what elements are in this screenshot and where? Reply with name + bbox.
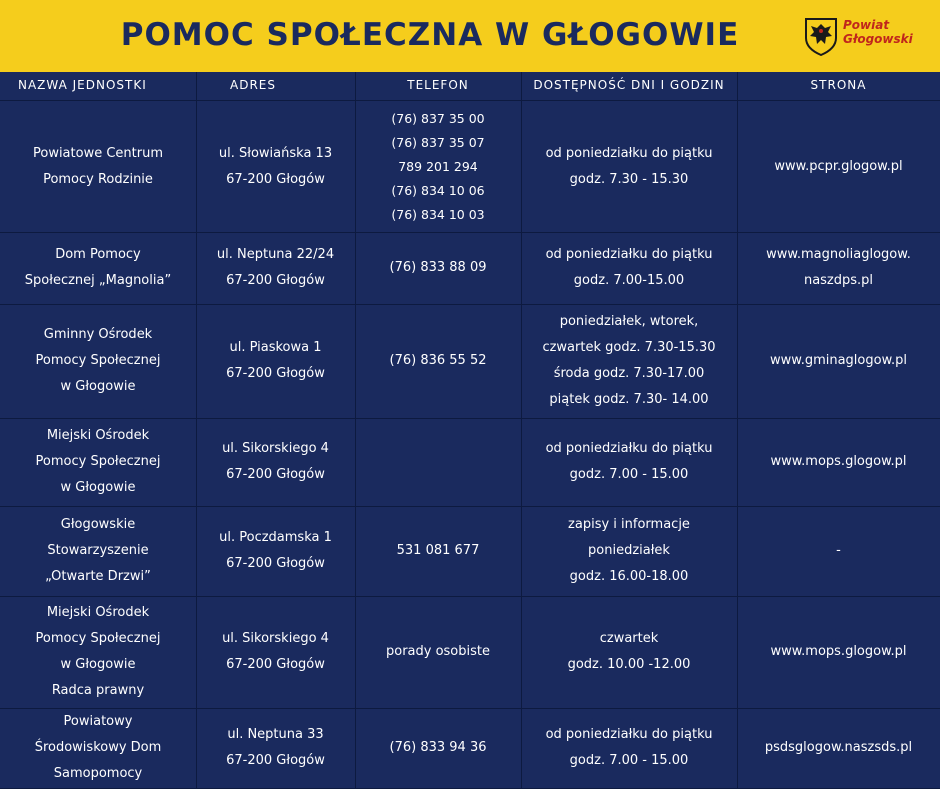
- cell-hours: [521, 101, 737, 232]
- cell-address-line: 67-200 Głogów: [226, 273, 325, 288]
- cell-website[interactable]: [737, 708, 940, 788]
- cell-address-line: ul. Poczdamska 1: [219, 530, 332, 545]
- cell-address-line: ul. Neptuna 33: [227, 727, 324, 742]
- cell-hours-line: środa godz. 7.30-17.00: [553, 366, 705, 381]
- website-link-line[interactable]: www.gminaglogow.pl: [769, 353, 908, 368]
- column-divider: [521, 72, 522, 788]
- cell-hours-line: od poniedziałku do piątku: [545, 247, 713, 262]
- website-link-line[interactable]: -: [836, 543, 841, 558]
- website-link-line[interactable]: naszdps.pl: [803, 273, 874, 288]
- cell-hours: [521, 596, 737, 708]
- cell-website[interactable]: [737, 101, 940, 232]
- cell-hours: [521, 304, 737, 418]
- cell-address-line: 67-200 Głogów: [226, 467, 325, 482]
- cell-hours-line: zapisy i informacje: [568, 517, 690, 532]
- column-header-name: NAZWA JEDNOSTKI: [18, 78, 147, 92]
- website-link-line[interactable]: www.pcpr.glogow.pl: [774, 158, 903, 174]
- services-table: [0, 72, 940, 788]
- website-link-line[interactable]: psdsglogow.naszsds.pl: [764, 740, 913, 755]
- cell-name: [0, 596, 196, 708]
- column-divider: [737, 72, 738, 788]
- cell-address-line: 67-200 Głogów: [226, 556, 325, 571]
- cell-website[interactable]: [737, 418, 940, 506]
- cell-phone: [355, 708, 521, 788]
- title-banner: [0, 0, 940, 72]
- cell-phone-line: 531 081 677: [396, 543, 480, 558]
- website-link-line[interactable]: www.magnoliaglogow.: [766, 247, 911, 262]
- cell-address-line: 67-200 Głogów: [226, 366, 325, 381]
- column-header-phone: TELEFON: [407, 78, 469, 92]
- cell-name-line: Środowiskowy Dom: [34, 740, 162, 755]
- column-divider: [355, 72, 356, 788]
- cell-name-line: Stowarzyszenie: [47, 543, 149, 558]
- table-row: [0, 101, 940, 233]
- cell-hours-line: poniedziałek, wtorek,: [559, 314, 699, 329]
- cell-phone: [355, 101, 521, 232]
- cell-hours-line: od poniedziałku do piątku: [545, 145, 713, 161]
- cell-phone-line: (76) 837 35 07: [391, 134, 485, 150]
- cell-hours-line: godz. 7.30 - 15.30: [569, 171, 689, 187]
- cell-phone-line: (76) 834 10 06: [391, 182, 485, 198]
- cell-website[interactable]: [737, 506, 940, 596]
- cell-name-line: Miejski Ośrodek: [46, 605, 150, 620]
- cell-name-line: Powiatowe Centrum: [32, 145, 163, 161]
- cell-website[interactable]: [737, 232, 940, 304]
- cell-name: [0, 708, 196, 788]
- cell-name: [0, 418, 196, 506]
- cell-name-line: Społecznej „Magnolia”: [24, 273, 172, 288]
- cell-hours-line: godz. 16.00-18.00: [569, 569, 689, 584]
- cell-name-line: w Głogowie: [60, 379, 136, 394]
- cell-name-line: „Otwarte Drzwi”: [45, 569, 151, 584]
- cell-hours-line: godz. 7.00 - 15.00: [569, 753, 689, 768]
- cell-phone-line: (76) 833 94 36: [389, 740, 487, 755]
- column-header-hours: DOSTĘPNOŚĆ DNI I GODZIN: [533, 78, 725, 92]
- cell-hours-line: godz. 7.00 - 15.00: [569, 467, 689, 482]
- website-link-line[interactable]: www.mops.glogow.pl: [770, 644, 907, 659]
- table-row: [0, 418, 940, 507]
- cell-name-line: Gminny Ośrodek: [43, 327, 153, 342]
- cell-phone-line: (76) 833 88 09: [389, 260, 487, 275]
- cell-name-line: Głogowskie: [60, 517, 136, 532]
- cell-hours: [521, 708, 737, 788]
- cell-name-line: Pomocy Społecznej: [35, 631, 161, 646]
- cell-name: [0, 506, 196, 596]
- cell-address-line: ul. Neptuna 22/24: [216, 247, 335, 262]
- powiat-logo: [803, 14, 933, 58]
- table-row: [0, 596, 940, 709]
- cell-hours-line: od poniedziałku do piątku: [545, 727, 713, 742]
- cell-name: [0, 232, 196, 304]
- column-divider: [196, 72, 197, 788]
- cell-address-line: 67-200 Głogów: [226, 657, 325, 672]
- eagle-shield-icon: [803, 16, 839, 56]
- cell-address-line: ul. Piaskowa 1: [229, 340, 322, 355]
- cell-phone: [355, 418, 521, 506]
- cell-phone: [355, 596, 521, 708]
- website-link-line[interactable]: www.mops.glogow.pl: [770, 454, 907, 469]
- cell-website[interactable]: [737, 596, 940, 708]
- cell-address: [196, 506, 355, 596]
- cell-phone-line: porady osobiste: [385, 644, 490, 659]
- cell-hours-line: od poniedziałku do piątku: [545, 441, 713, 456]
- cell-hours-line: czwartek godz. 7.30-15.30: [542, 340, 716, 355]
- cell-address: [196, 101, 355, 232]
- table-header: [0, 72, 940, 101]
- cell-address: [196, 708, 355, 788]
- cell-address: [196, 596, 355, 708]
- cell-hours-line: czwartek: [599, 631, 659, 646]
- cell-address: [196, 304, 355, 418]
- cell-hours-line: godz. 10.00 -12.00: [567, 657, 691, 672]
- cell-name: [0, 304, 196, 418]
- cell-phone: [355, 506, 521, 596]
- cell-hours: [521, 232, 737, 304]
- table-row: [0, 708, 940, 789]
- column-header-address: ADRES: [230, 78, 276, 92]
- cell-name-line: Dom Pomocy: [55, 247, 141, 262]
- cell-phone-line: (76) 836 55 52: [389, 353, 487, 368]
- cell-phone: [355, 232, 521, 304]
- cell-phone-line: (76) 837 35 00: [391, 110, 485, 126]
- cell-name-line: Samopomocy: [53, 766, 143, 781]
- table-row: [0, 232, 940, 305]
- cell-name-line: Pomocy Rodzinie: [43, 171, 153, 187]
- cell-website[interactable]: [737, 304, 940, 418]
- cell-address: [196, 418, 355, 506]
- cell-hours: [521, 418, 737, 506]
- cell-phone-line: (76) 834 10 03: [391, 206, 485, 222]
- cell-name-line: w Głogowie: [60, 657, 136, 672]
- cell-address-line: 67-200 Głogów: [226, 171, 325, 187]
- cell-address-line: ul. Sikorskiego 4: [222, 441, 329, 456]
- column-header-website: STRONA: [810, 78, 867, 92]
- cell-hours-line: godz. 7.00-15.00: [573, 273, 685, 288]
- cell-name-line: Radca prawny: [51, 683, 145, 698]
- cell-name-line: Pomocy Społecznej: [35, 454, 161, 469]
- cell-name-line: w Głogowie: [60, 480, 136, 495]
- cell-address-line: ul. Sikorskiego 4: [222, 631, 329, 646]
- cell-hours-line: poniedziałek: [588, 543, 670, 558]
- logo-wordmark: Powiat Głogowski: [843, 18, 913, 46]
- cell-hours-line: piątek godz. 7.30- 14.00: [549, 392, 709, 407]
- cell-name-line: Miejski Ośrodek: [46, 428, 150, 443]
- cell-phone-line: 789 201 294: [398, 158, 478, 174]
- cell-address-line: ul. Słowiańska 13: [218, 145, 333, 161]
- cell-name-line: Pomocy Społecznej: [35, 353, 161, 368]
- table-row: [0, 304, 940, 419]
- cell-name-line: Powiatowy: [63, 714, 133, 729]
- page-title: POMOC SPOŁECZNA W GŁOGOWIE: [120, 17, 740, 53]
- cell-address-line: 67-200 Głogów: [226, 753, 325, 768]
- cell-address: [196, 232, 355, 304]
- cell-name: [0, 101, 196, 232]
- cell-phone: [355, 304, 521, 418]
- cell-hours: [521, 506, 737, 596]
- table-row: [0, 506, 940, 597]
